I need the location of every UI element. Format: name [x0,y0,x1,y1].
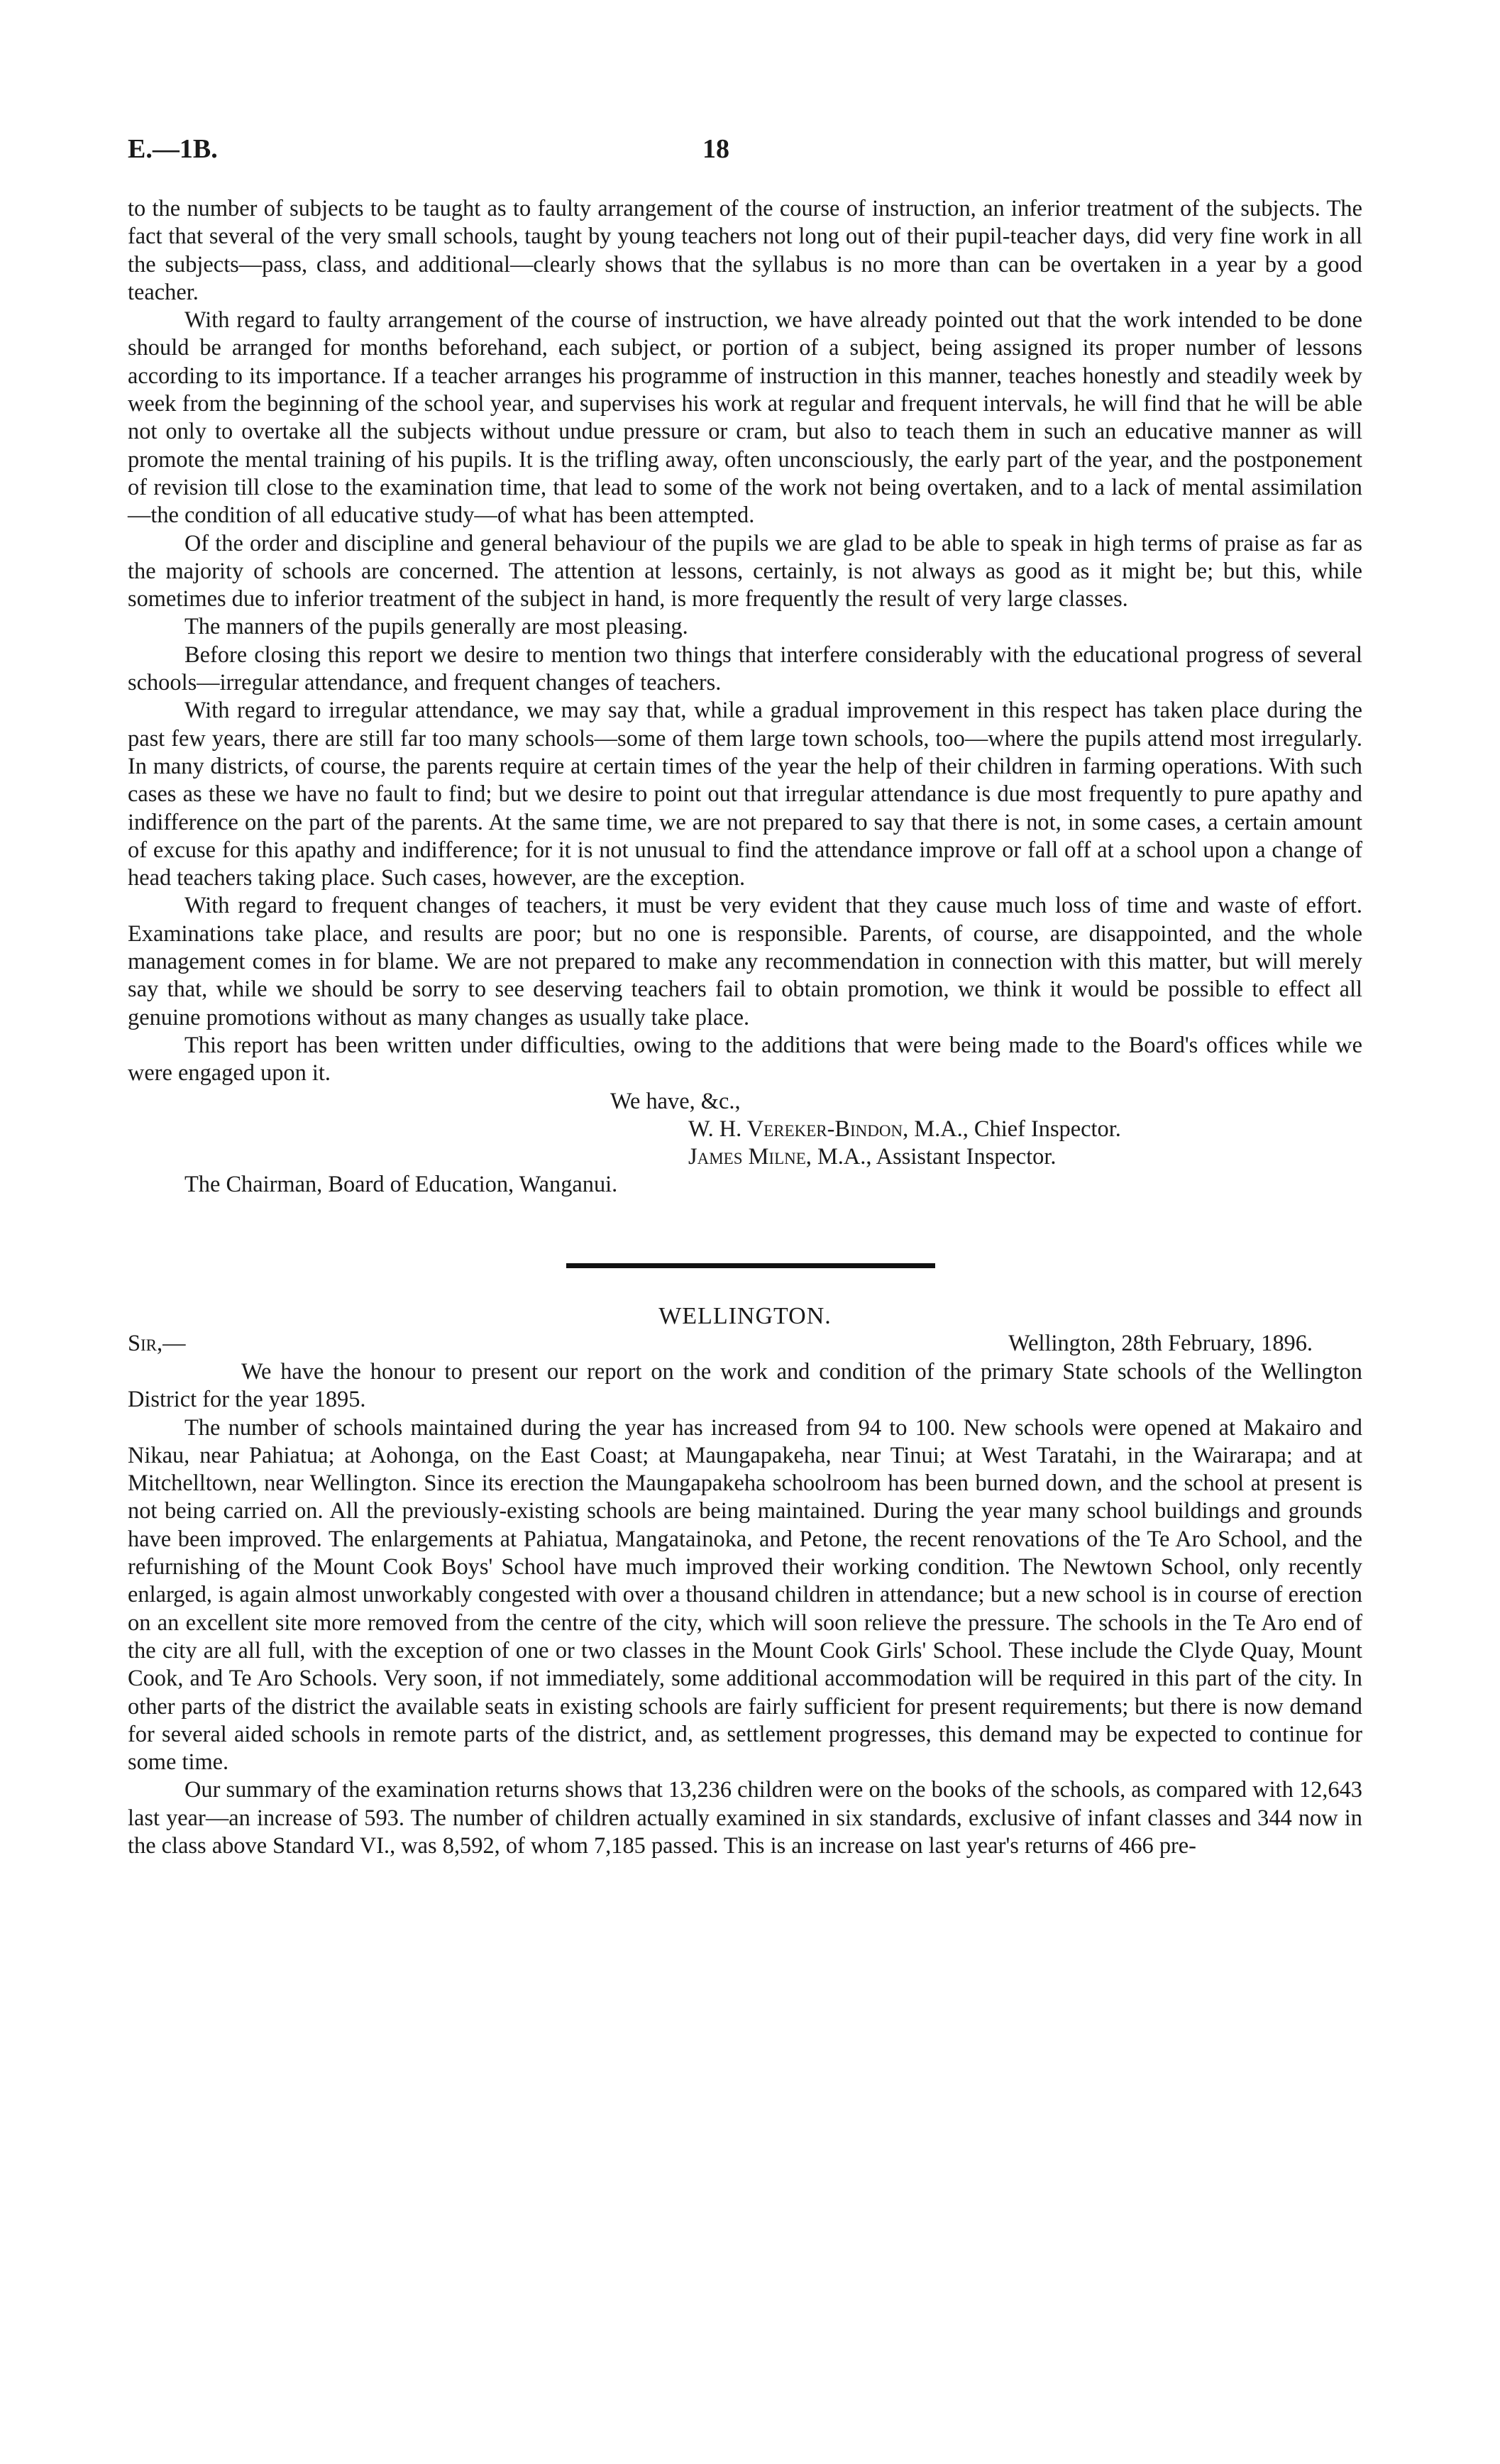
report-body [128,195,1362,1860]
assistant-inspector-title: M.A., Assistant Inspector. [817,1144,1057,1170]
document-code: E.—1B. [128,134,218,164]
chief-inspector-name: W. H. Vereker-Bindon, [688,1116,909,1142]
section-title: WELLINGTON. [658,1302,832,1329]
paragraph: to the number of subjects to be taught as to faulty arrangement of the course of instruction, an inferior treatment of the subjects. The fact that several of the very small schools, taught by young teachers not long out of their pupil-teacher days, did very fine work in all the subjects—pass, class, and additional—clearly shows that the syllabus is no more than can be overtaken in a year by a good teacher. [128,196,1362,305]
signature-block [128,1088,1362,1199]
salutation: Sir,— [128,1330,186,1356]
paragraph: Our summary of the examination returns shows that 13,236 children were on the books of the schools, as compared with 12,643 last year—an increase of 593. The number of children actually examined in six standards, exclusive of infant classes and 344 now in the class above Standard VI., was 8,592, of whom 7,185 passed. This is an increase on last year's returns of 466 pre- [128,1777,1362,1859]
assistant-inspector-name: James Milne, [688,1144,812,1170]
paragraph: This report has been written under difficulties, owing to the additions that were being made to the Board's offices while we were engaged upon it. [128,1032,1362,1087]
paragraph: Before closing this report we desire to mention two things that interfere considerably with the educational progress of several schools—irregular attendance, and frequent changes of teachers. [128,642,1362,696]
page-number: 18 [702,134,729,164]
paragraph: With regard to frequent changes of teachers, it must be very evident that they cause much loss of time and waste of effort. Examinations take place, and results are poor; but no one is responsible. Parents, of course, are disappointed, and the whole management comes in for blame. We are not prepared to make any recommendation in connection with this matter, but will merely say that, while we should be sorry to see deserving teachers fail to obtain promotion, we think it would be possible to effect all genuine promotions without as many changes as usually take place. [128,893,1362,1030]
paragraph: Of the order and discipline and general behaviour of the pupils we are glad to be able to speak in high terms of praise as far as the majority of schools are concerned. The attention at lessons, certainly, is not always as good as it might be; but this, while sometimes due to inferior treatment of the subject in hand, is more frequently the result of very large classes. [128,530,1362,612]
page-header [128,133,1362,176]
paragraph: With regard to faulty arrangement of the course of instruction, we have already pointed out that the work intended to be done should be arranged for months beforehand, each subject, or portion of a subject, being assigned its proper number of lessons according to its importance. If a teacher arranges his programme of instruction in this manner, teaches honestly and steadily week by week from the beginning of the school year, and supervises his work at regular and frequent intervals, he will find that he will be able not only to overtake all the subjects without undue pressure or cram, but also to teach them in such an educative manner as will promote the mental training of his pupils. It is the trifling away, often unconsciously, the early part of the year, and the postponement of revision till close to the examination time, that lead to some of the work not being overtaken, and to a lack of mental assimilation—the condition of all educative study—of what has been attempted. [128,307,1362,529]
paragraph: The number of schools maintained during the year has increased from 94 to 100. New schools were opened at Makairo and Nikau, near Pahiatua; at Aohonga, on the East Coast; at Maungapakeha, near Tinui; at West Taratahi, in the Wairarapa; and at Mitchelltown, near Wellington. Since its erection the Maungapakeha schoolroom has been burned down, and the school at present is not being carried on. All the previously-existing schools are being maintained. During the year many school buildings and grounds have been improved. The enlargements at Pahiatua, Mangatainoka, and Petone, the recent renovations of the Te Aro School, and the refurnishing of the Mount Cook Boys' School have much improved their working condition. The Newtown School, only recently enlarged, is again almost unworkably congested with over a thousand children in attendance; but a new school is in course of erection on an excellent site more removed from the centre of the city, which will soon relieve the pressure. The schools in the Te Aro end of the city are all full, with the exception of one or two classes in the Mount Cook Girls' School. These include the Clyde Quay, Mount Cook, and Te Aro Schools. Very soon, if not immediately, some additional accommodation will be required in this part of the city. In other parts of the district the available seats in existing schools are fairly sufficient for present requirements; but there is now demand for several aided schools in remote parts of the district, and, as settlement progresses, this demand may be expected to continue for some time. [128,1414,1362,1776]
addressee: The Chairman, Board of Education, Wanganui. [184,1172,618,1198]
paragraph: The manners of the pupils generally are most pleasing. [184,614,688,640]
opening-paragraph: We have the honour to present our report on the work and condition of the primary State schools of the Wellington District for the year 1895. [128,1358,1362,1413]
signature-assistant-inspector [128,1143,1362,1171]
dateline: Wellington, 28th February, 1896. [1008,1330,1313,1356]
salutation-row [128,1330,1362,1358]
signature-salutation: We have, &c., [610,1088,741,1114]
signature-chief-inspector [128,1116,1362,1143]
section-divider [566,1263,935,1268]
chief-inspector-title: M.A., Chief Inspector. [914,1116,1121,1142]
paragraph: With regard to irregular attendance, we may say that, while a gradual improvement in this respect has taken place during the past few years, there are still far too many schools—some of them large town schools, too—where the pupils attend most irregularly. In many districts, of course, the parents require at certain times of the year the help of their children in farming operations. With such cases as these we have no fault to find; but we desire to point out that irregular attendance is due most frequently to pure apathy and indifference on the part of the parents. At the same time, we are not prepared to say that there is not, in some cases, a certain amount of excuse for this apathy and indifference; for it is not unusual to find the attendance improve or fall off at a school upon a change of head teachers taking place. Such cases, however, are the exception. [128,698,1362,891]
